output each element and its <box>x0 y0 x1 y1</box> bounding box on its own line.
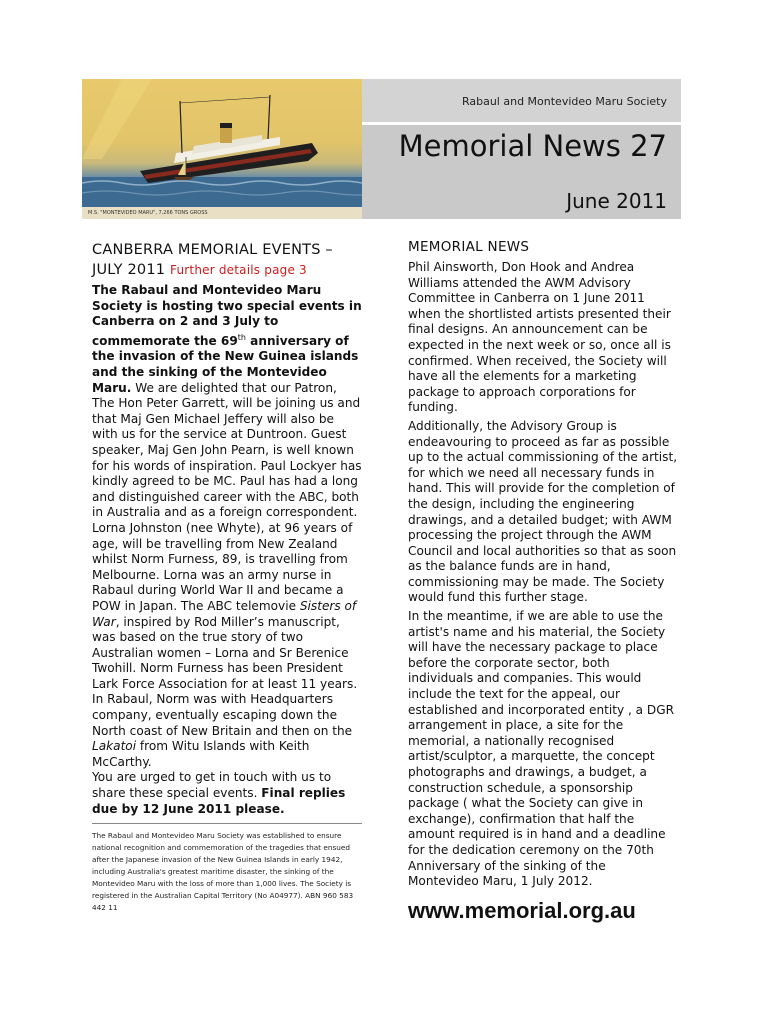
heading-note: Further details page 3 <box>170 263 307 277</box>
article-heading-memorial-news: MEMORIAL NEWS <box>408 239 530 255</box>
ordinal-suffix: th <box>237 332 246 342</box>
telemovie-title: Sisters of War <box>92 598 357 629</box>
masthead-top-bar <box>362 79 681 125</box>
body-text-b: , inspired by Rod Miller’s manuscript, was based on the true story of two Australian women – Lorna and Sr Berenice Twohill. Norm Furness has been President Lark Force Association for at least 11 years. In Rabaul, Norm was with Headquarters company, eventually escaping down the North coast of New Britain and then on the <box>92 614 358 738</box>
body-text-a: We are delighted that our Patron, The Hon Peter Garrett, will be joining us and that Maj Gen Michael Jeffery will also be with us for the service at Duntroon. Guest speaker, Maj Gen John Pearn, is well known for his words of inspiration. Paul Lockyer has kindly agreed to be MC. Paul has had a long and distinguished career with the ABC, both in Australia and as a foreign correspondent. Lorna Johnston (nee Whyte), at 96 years of age, will be travelling from New Zealand whilst Norm Furness, 89, is travelling from Melbourne. Lorna was an army nurse in Rabaul during World War II and became a POW in Japan. The ABC telemovie <box>92 380 362 613</box>
left-column <box>92 240 362 914</box>
ship-drawing <box>82 79 362 219</box>
intro-bold-b: anniversary of the invasion of the New Guinea islands and the sinking of the Montevideo Maru. <box>92 333 359 395</box>
memorial-news-paragraph: Phil Ainsworth, Don Hook and Andrea Williams attended the AWM Advisory Committee in Canberra on 1 June 2011 when the shortlisted artists presented their final designs. An announcement can be expected in the next week or so, once all is confirmed. When received, the Society will have all the elements for a marketing package to approach corporations for funding. <box>408 260 671 415</box>
heading-text: CANBERRA MEMORIAL EVENTS – JULY 2011 <box>92 242 333 278</box>
memorial-news-paragraph: In the meantime, if we are able to use the artist's name and his material, the Society will have the necessary package to place before the corporate sector, both individuals and companies. This would include the text for the appeal, our established and incorporated entity , a DGR arrangement in place, a site for the memorial, a nationally recognised artist/sculptor, a marquette, the concept photographs and drawings, a budget, a construction schedule, a sponsorship package ( what the Society can give in exchange), confirmation that half the amount required is in hand and a deadline for the dedication ceremony on the 70th Anniversary of the sinking of the Montevideo Maru, 1 July 2012. <box>408 609 675 889</box>
invitation-text: You are urged to get in touch with us to share these special events. <box>92 770 332 801</box>
ship-illustration <box>82 79 362 219</box>
masthead <box>362 79 681 219</box>
society-name: Rabaul and Montevideo Maru Society <box>461 95 667 108</box>
right-column <box>408 238 678 924</box>
image-caption: M.S. "MONTEVIDEO MARU", 7,266 TONS GROSS <box>82 207 362 219</box>
body-text-c: from Witu Islands with Keith McCarthy. <box>92 739 310 769</box>
intro-bold-a: The Rabaul and Montevideo Maru Society is hosting two special events in Canberra on 2 and 3 July to commemorate the 69 <box>92 283 362 348</box>
issue-date: June 2011 <box>566 189 667 213</box>
society-footnote: The Rabaul and Montevideo Maru Society was established to ensure national recognition and commemoration of the tragedies that ensued after the Japanese invasion of the New Guinea Islands in early 1942, including Australia's greatest maritime disaster, the sinking of the Montevideo Maru with the loss of more than 1,000 lives. The Society is registered in the Australian Capital Territory (No A04977). ABN 960 583 442 11 <box>92 831 354 913</box>
website-link[interactable]: www.memorial.org.au <box>408 897 636 923</box>
memorial-news-paragraph: Additionally, the Advisory Group is endeavouring to proceed as far as possible up to the actual commissioning of the artist, for which we need all necessary funds in hand. This will provide for the completion of the design, including the engineering drawings, and a detailed budget; with AWM processing the project through the AWM Council and local authorities so that as soon as the balance funds are in hand, commissioning may be made. The Society would fund this further stage. <box>408 418 678 605</box>
footnote-divider <box>92 823 362 824</box>
vessel-name: Lakatoi <box>92 739 137 754</box>
reply-deadline: Final replies due by 12 June 2011 please. <box>92 786 346 816</box>
canberra-article-body <box>92 283 362 817</box>
newsletter-title: Memorial News 27 <box>398 129 667 163</box>
article-heading-canberra <box>92 240 362 280</box>
